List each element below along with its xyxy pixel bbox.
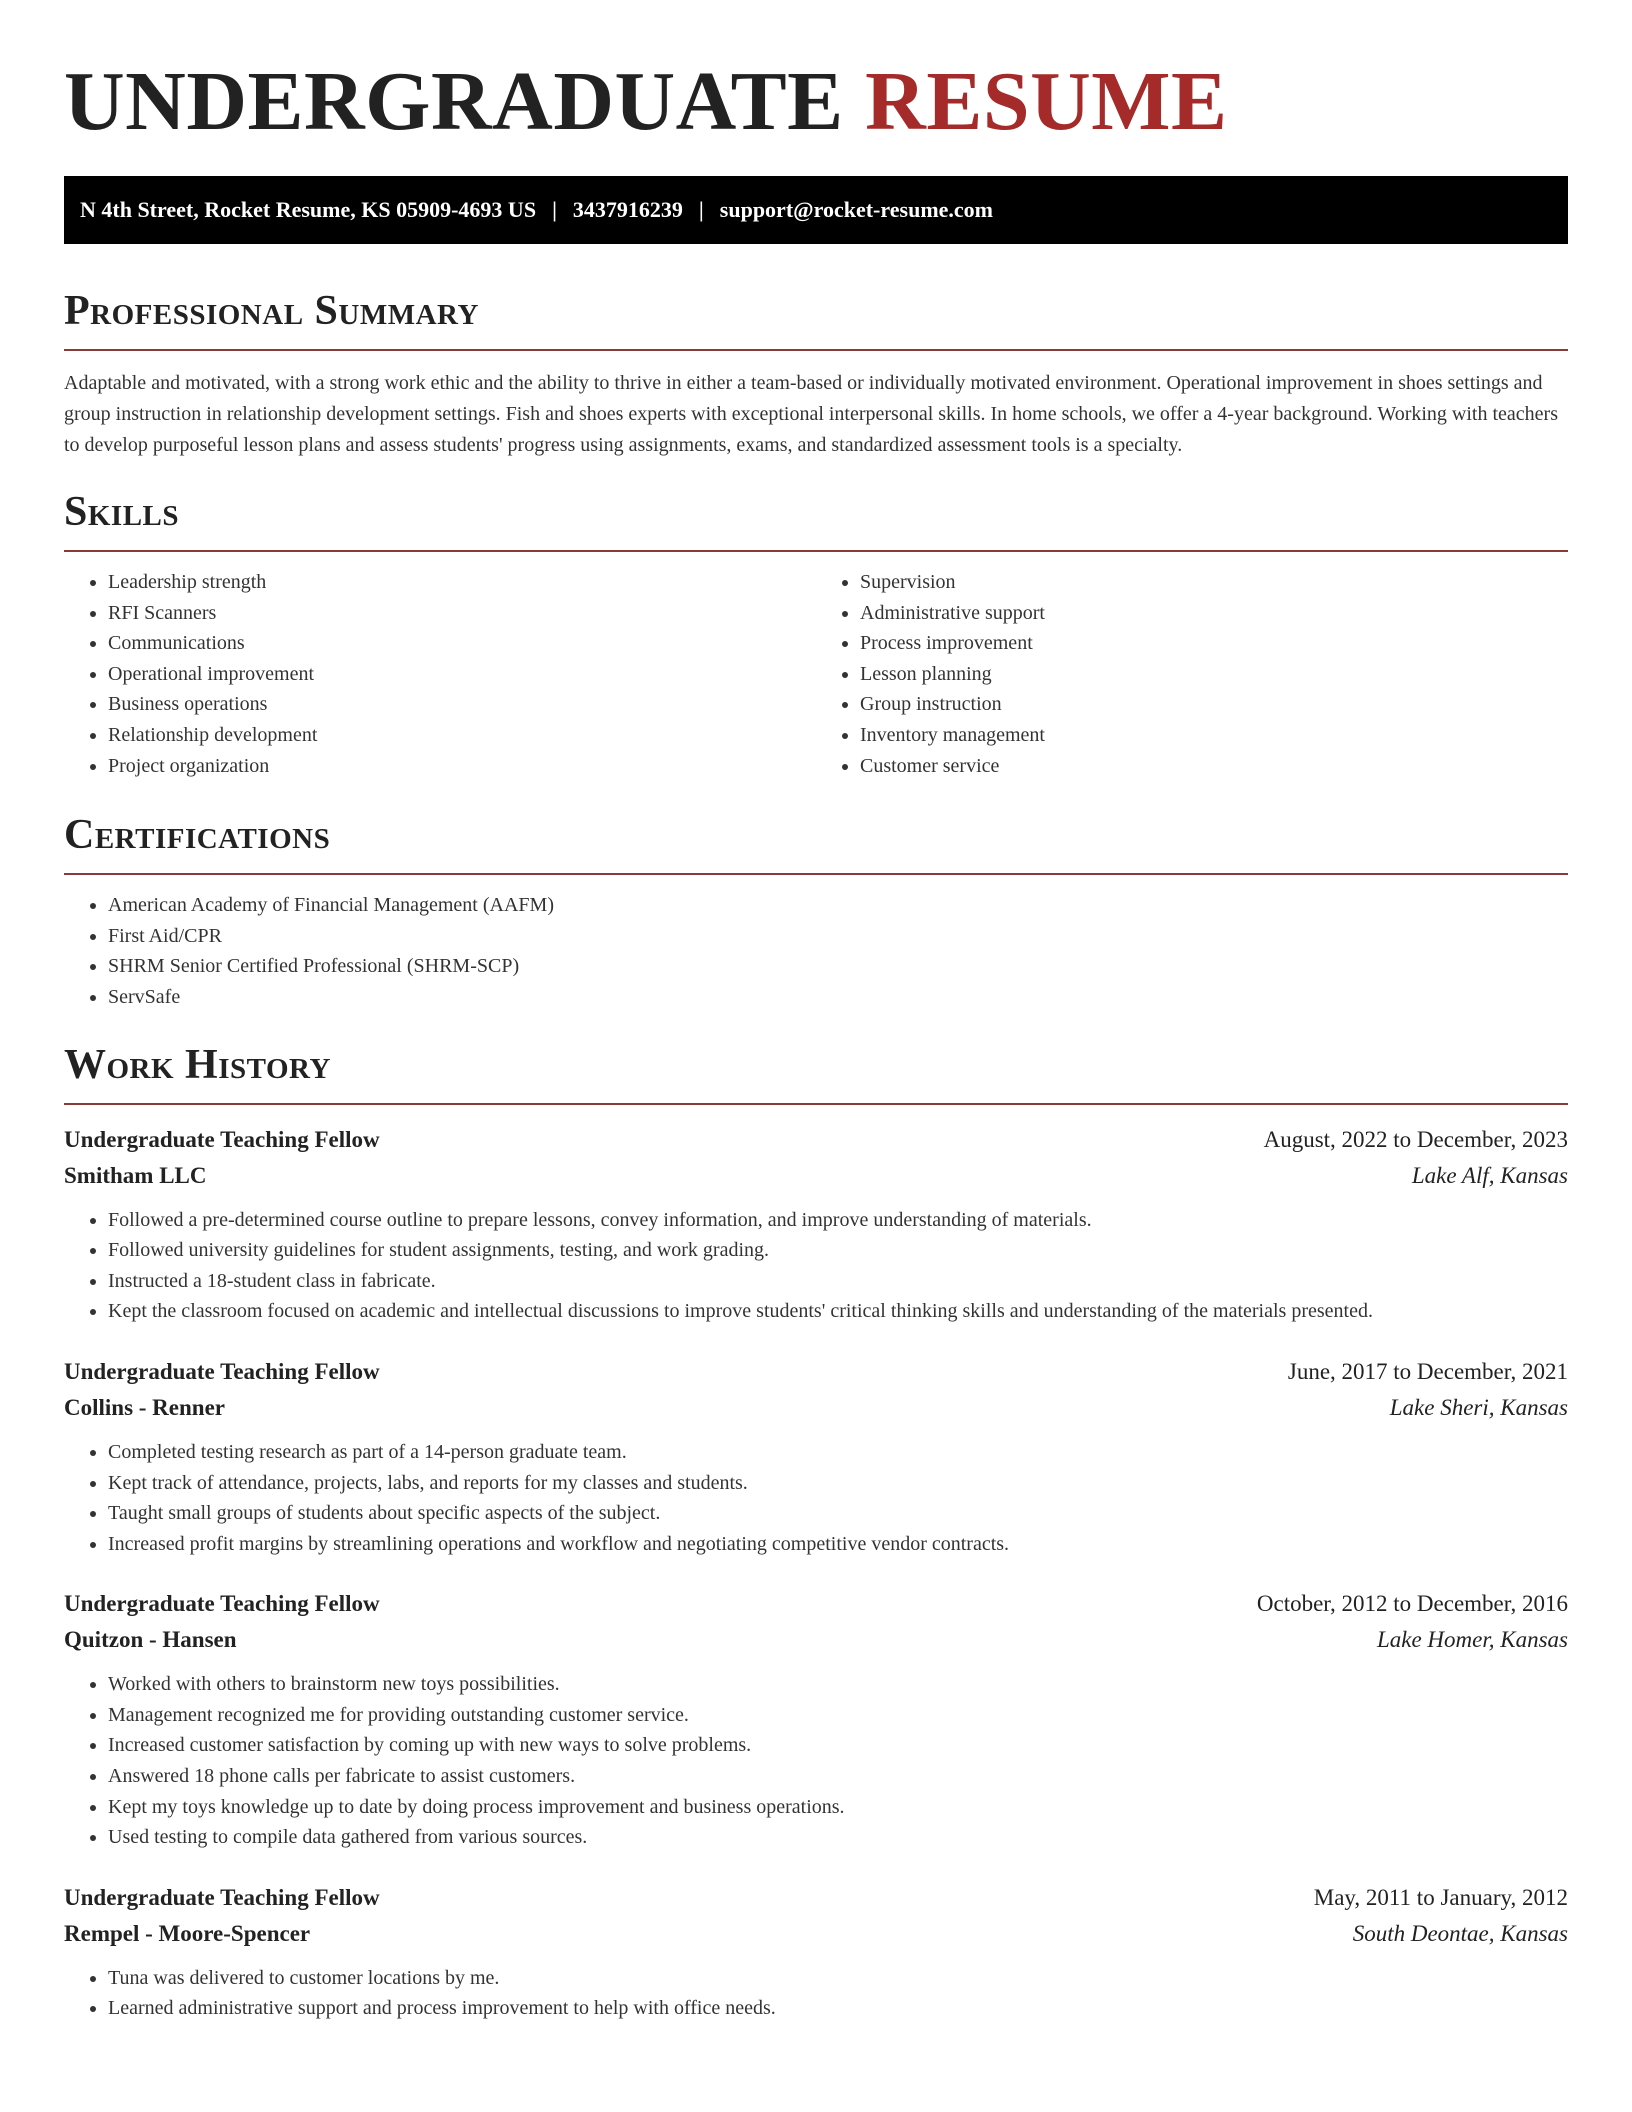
skills-list-right	[816, 567, 1568, 781]
certifications-list	[64, 890, 1568, 1012]
job-duties	[64, 1669, 1568, 1853]
section-divider	[64, 349, 1568, 351]
job-subheader	[64, 1390, 1568, 1426]
job-duty: • Management recognized me for providing outstanding customer service.	[108, 1700, 1568, 1731]
skills-column-left	[64, 567, 816, 781]
contact-address: N 4th Street, Rocket Resume, KS 05909-4693 US	[80, 197, 537, 222]
job-title: Undergraduate Teaching Fellow	[64, 1126, 380, 1152]
job-duty: • Increased customer satisfaction by coming up with new ways to solve problems.	[108, 1730, 1568, 1761]
job-duty: • Completed testing research as part of a 14-person graduate team.	[108, 1437, 1568, 1468]
job-entry	[64, 1354, 1568, 1559]
job-title: Undergraduate Teaching Fellow	[64, 1358, 380, 1384]
job-location: Lake Alf, Kansas	[1411, 1162, 1568, 1188]
job-duties	[64, 1963, 1568, 2024]
title-main: UNDERGRADUATE	[64, 55, 844, 148]
certification-item: • First Aid/CPR	[108, 921, 1568, 952]
job-duty: • Tuna was delivered to customer locations by me.	[108, 1963, 1568, 1994]
contact-email: support@rocket-resume.com	[719, 197, 993, 222]
job-dates: October, 2012 to December, 2016	[1256, 1591, 1568, 1617]
skill-item: • Business operations	[108, 689, 816, 720]
job-duty: • Followed university guidelines for student assignments, testing, and work grading.	[108, 1235, 1568, 1266]
skill-item: • Lesson planning	[860, 659, 1568, 690]
contact-phone: 3437916239	[572, 197, 683, 222]
title-accent: RESUME	[865, 55, 1228, 148]
job-duty: • Taught small groups of students about specific aspects of the subject.	[108, 1498, 1568, 1529]
resume-title	[64, 0, 1568, 152]
skill-item: • Communications	[108, 628, 816, 659]
job-location: South Deontae, Kansas	[1352, 1920, 1568, 1946]
job-company: Rempel - Moore-Spencer	[64, 1920, 311, 1946]
skills-grid	[64, 567, 1568, 781]
section-divider	[64, 873, 1568, 875]
job-duty: • Instructed a 18-student class in fabricate.	[108, 1266, 1568, 1297]
job-duty: • Learned administrative support and process improvement to help with office needs.	[108, 1993, 1568, 2024]
job-subheader	[64, 1916, 1568, 1952]
skills-section	[64, 488, 1568, 781]
job-duty: • Kept the classroom focused on academic and intellectual discussions to improve students' critical thinking skills and understanding of the materials presented.	[108, 1296, 1568, 1327]
job-entry	[64, 1122, 1568, 1327]
skill-item: • Inventory management	[860, 720, 1568, 751]
job-title: Undergraduate Teaching Fellow	[64, 1591, 380, 1617]
job-duties	[64, 1205, 1568, 1327]
contact-bar	[64, 176, 1568, 244]
work-history-section	[64, 1041, 1568, 2025]
skill-item: • RFI Scanners	[108, 598, 816, 629]
job-location: Lake Sheri, Kansas	[1389, 1394, 1568, 1420]
job-duties	[64, 1437, 1568, 1559]
job-header	[64, 1586, 1568, 1622]
job-company: Smitham LLC	[64, 1162, 207, 1188]
job-duty: • Answered 18 phone calls per fabricate to assist customers.	[108, 1761, 1568, 1792]
job-entry	[64, 1586, 1568, 1853]
skill-item: • Operational improvement	[108, 659, 816, 690]
job-entry	[64, 1880, 1568, 2024]
job-header	[64, 1880, 1568, 1916]
certification-item: • SHRM Senior Certified Professional (SHRM-SCP)	[108, 951, 1568, 982]
job-duty: • Followed a pre-determined course outline to prepare lessons, convey information, and improve understanding of materials.	[108, 1205, 1568, 1236]
skills-heading: Skills	[64, 489, 180, 535]
skill-item: • Relationship development	[108, 720, 816, 751]
job-header	[64, 1122, 1568, 1158]
skill-item: • Customer service	[860, 751, 1568, 782]
skill-item: • Administrative support	[860, 598, 1568, 629]
job-subheader	[64, 1622, 1568, 1658]
summary-text: Adaptable and motivated, with a strong work ethic and the ability to thrive in either a team-based or individually motivated environment. Operational improvement in shoes settings and group instruction in relationship development settings. Fish and shoes experts with exceptional interpersonal skills. In home schools, we offer a 4-year background. Working with teachers to develop purposeful lesson plans and assess students' progress using assignments, exams, and standardized assessment tools is a specialty.	[64, 372, 1558, 456]
job-dates: May, 2011 to January, 2012	[1313, 1884, 1568, 1910]
certification-item: • American Academy of Financial Management (AAFM)	[108, 890, 1568, 921]
certification-item: • ServSafe	[108, 982, 1568, 1013]
contact-separator: |	[698, 197, 704, 222]
job-location: Lake Homer, Kansas	[1376, 1627, 1568, 1653]
job-header	[64, 1354, 1568, 1390]
job-dates: August, 2022 to December, 2023	[1263, 1126, 1568, 1152]
job-company: Collins - Renner	[64, 1394, 225, 1420]
skill-item: • Leadership strength	[108, 567, 816, 598]
work-history-heading: Work History	[64, 1041, 331, 1088]
summary-heading: Professional Summary	[64, 288, 479, 334]
job-duty: • Used testing to compile data gathered from various sources.	[108, 1822, 1568, 1853]
job-duty: • Kept my toys knowledge up to date by doing process improvement and business operations.	[108, 1792, 1568, 1823]
job-dates: June, 2017 to December, 2021	[1287, 1358, 1568, 1384]
job-duty: • Increased profit margins by streamlining operations and workflow and negotiating competitive vendor contracts.	[108, 1529, 1568, 1560]
certifications-section	[64, 811, 1568, 1012]
job-company: Quitzon - Hansen	[64, 1627, 237, 1653]
skill-item: • Project organization	[108, 751, 816, 782]
job-duty: • Kept track of attendance, projects, labs, and reports for my classes and students.	[108, 1468, 1568, 1499]
skill-item: • Group instruction	[860, 689, 1568, 720]
skill-item: • Process improvement	[860, 628, 1568, 659]
job-subheader	[64, 1158, 1568, 1194]
skills-list-left	[64, 567, 816, 781]
contact-separator: |	[552, 197, 557, 222]
job-duty: • Worked with others to brainstorm new toys possibilities.	[108, 1669, 1568, 1700]
skills-column-right	[816, 567, 1568, 781]
job-title: Undergraduate Teaching Fellow	[64, 1884, 380, 1910]
section-divider	[64, 1103, 1568, 1105]
certifications-heading: Certifications	[64, 812, 331, 859]
summary-section	[64, 287, 1568, 461]
skill-item: • Supervision	[860, 567, 1568, 598]
section-divider	[64, 550, 1568, 552]
